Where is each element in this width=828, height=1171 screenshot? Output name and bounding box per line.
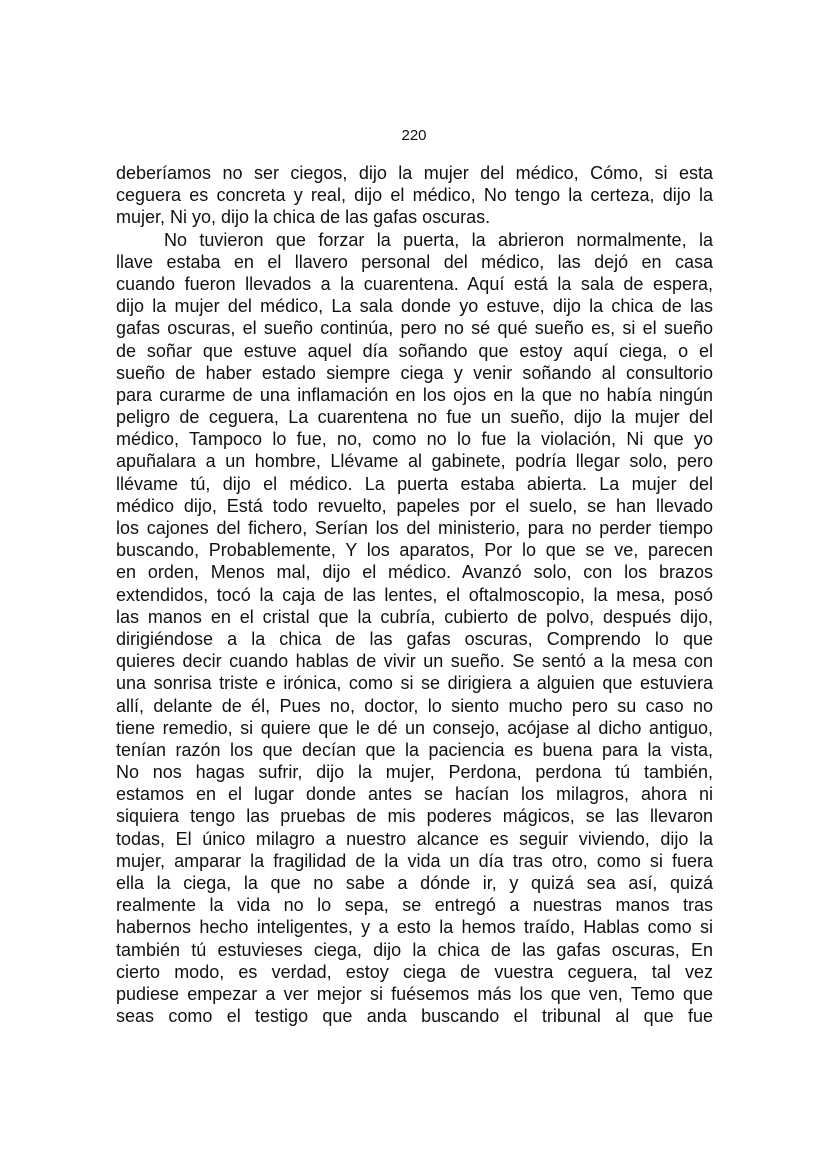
text-line: en orden, Menos mal, dijo el médico. Avanzó solo, con los brazos [116, 562, 713, 583]
text-line: tenían razón los que decían que la paciencia es buena para la vista, [116, 739, 713, 760]
page-number: 220 [401, 127, 427, 144]
text-line: habernos hecho inteligentes, y a esto la hemos traído, Hablas como si [116, 917, 713, 938]
text-line: ella la ciega, la que no sabe a dónde ir, y quizá sea así, quizá [116, 873, 713, 893]
text-line: apuñalara a un hombre, Llévame al gabinete, podría llegar solo, pero [116, 451, 713, 472]
text-line: dirigiéndose a la chica de las gafas oscuras, Comprendo lo que [116, 628, 713, 649]
text-line: médico, Tampoco lo fue, no, como no lo fue la violación, Ni que yo [116, 429, 713, 450]
text-line: mujer, Ni yo, dijo la chica de las gafas oscuras. [116, 207, 491, 228]
text-line: realmente la vida no lo sepa, se entregó a nuestras manos tras [116, 895, 713, 916]
text-line: todas, El único milagro a nuestro alcance es seguir viviendo, dijo la [116, 828, 713, 849]
text-line: buscando, Probablemente, Y los aparatos, Por lo que se ve, parecen [116, 540, 713, 561]
text-line: mujer, amparar la fragilidad de la vida un día tras otro, como si fuera [116, 850, 713, 871]
text-line: quieres decir cuando hablas de vivir un sueño. Se sentó a la mesa con [116, 651, 713, 672]
text-line: de soñar que estuve aquel día soñando que estoy aquí ciega, o el [116, 340, 713, 361]
text-line: llévame tú, dijo el médico. La puerta estaba abierta. La mujer del [116, 473, 713, 494]
text-line: sueño de haber estado siempre ciega y venir soñando al consultorio [116, 362, 713, 383]
text-line: para curarme de una inflamación en los ojos en la que no había ningún [116, 384, 713, 405]
text-line: ceguera es concreta y real, dijo el médico, No tengo la certeza, dijo la [116, 185, 713, 206]
text-line: llave estaba en el llavero personal del médico, las dejó en casa [116, 251, 713, 272]
text-line: los cajones del fichero, Serían los del ministerio, para no perder tiempo [116, 518, 713, 538]
text-line: gafas oscuras, el sueño continúa, pero no sé qué sueño es, si el sueño [116, 318, 713, 339]
text-line: allí, delante de él, Pues no, doctor, lo siento mucho pero su caso no [116, 695, 713, 716]
text-line: pudiese empezar a ver mejor si fuésemos más los que ven, Temo que [116, 983, 713, 1004]
text-line: seas como el testigo que anda buscando el tribunal al que fue [116, 1006, 713, 1027]
text-line: médico dijo, Está todo revuelto, papeles por el suelo, se han llevado [116, 495, 713, 516]
text-line: cierto modo, es verdad, estoy ciega de vuestra ceguera, tal vez [116, 961, 713, 982]
text-line: una sonrisa triste e irónica, como si se dirigiera a alguien que estuviera [116, 673, 713, 694]
paragraph-first-line: No tuvieron que forzar la puerta, la abrieron normalmente, la [164, 229, 713, 250]
text-line: extendidos, tocó la caja de las lentes, el oftalmoscopio, la mesa, posó [116, 584, 713, 605]
text-line: las manos en el cristal que la cubría, cubierto de polvo, después dijo, [116, 606, 713, 627]
text-line: cuando fueron llevados a la cuarentena. Aquí está la sala de espera, [116, 273, 713, 294]
text-line: también tú estuvieses ciega, dijo la chica de las gafas oscuras, En [116, 939, 713, 960]
body-text [116, 162, 713, 1027]
text-line: dijo la mujer del médico, La sala donde yo estuve, dijo la chica de las [116, 296, 713, 317]
text-line: estamos en el lugar donde antes se hacían los milagros, ahora ni [116, 784, 713, 805]
text-line: tiene remedio, si quiere que le dé un consejo, acójase al dicho antiguo, [116, 717, 713, 738]
text-line: siquiera tengo las pruebas de mis poderes mágicos, se las llevaron [116, 806, 713, 827]
text-line: deberíamos no ser ciegos, dijo la mujer del médico, Cómo, si esta [116, 163, 713, 183]
text-line: No nos hagas sufrir, dijo la mujer, Perdona, perdona tú también, [116, 762, 713, 783]
text-line: peligro de ceguera, La cuarentena no fue un sueño, dijo la mujer del [116, 407, 713, 428]
